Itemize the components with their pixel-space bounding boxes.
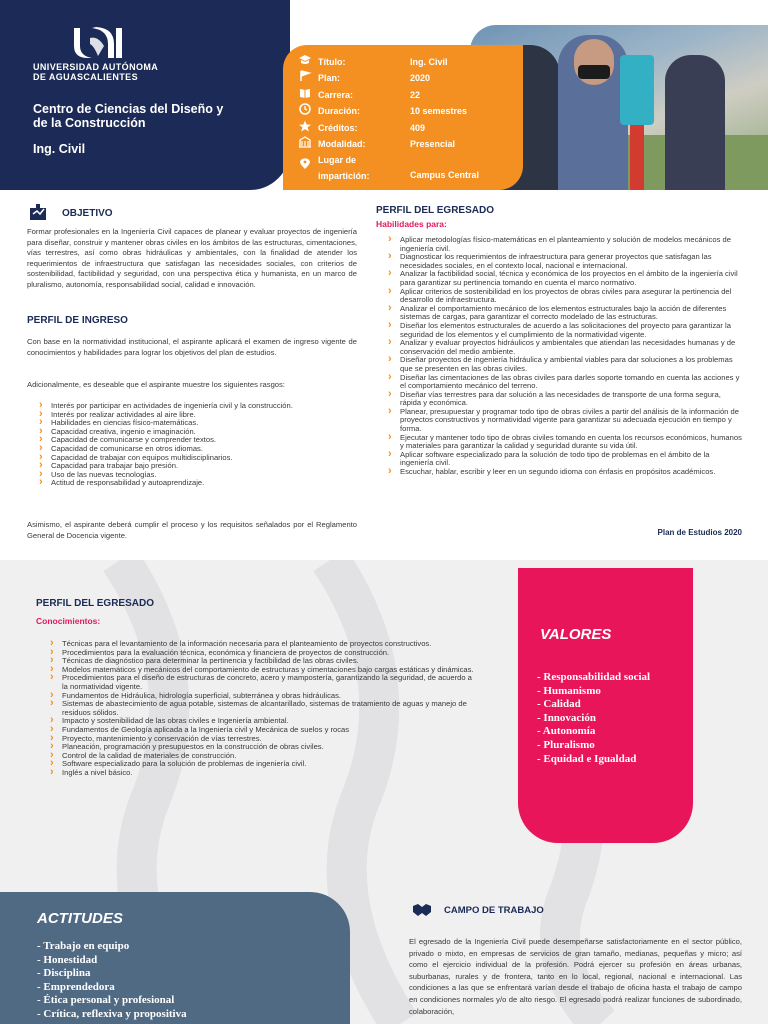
ingreso-text1: Con base en la normatividad institucional, el aspirante aplicará el examen de ingreso vigente de conocimientos y habilidades para lograr los objetivos del plan de estudios.: [27, 337, 357, 357]
list-item: › Procedimientos para el diseño de estructuras de concreto, acero y mampostería, garantizando la seguridad, de acuerdo a la normatividad vigente.: [48, 674, 478, 691]
university-name-line1: UNIVERSIDAD AUTÓNOMA: [33, 62, 159, 72]
ingreso-text3: Asimismo, el aspirante deberá cumplir el proceso y los requisitos señalados por el Reglamento General de Docencia vigente.: [27, 520, 357, 540]
list-item: › Capacidad de trabajar con equipos multidisciplinarios.: [37, 454, 357, 463]
egresado-conocimientos-title: PERFIL DEL EGRESADO: [36, 598, 154, 609]
list-item: › Diseñar vías terrestres para dar solución a las necesidades de transporte de una forma segura, rápida y económica.: [386, 391, 742, 408]
list-item: › Inglés a nivel básico.: [48, 769, 478, 778]
habilidades-list: [386, 236, 742, 477]
photo-surveying-instrument: [620, 55, 654, 125]
career-title: Ing. Civil: [33, 142, 86, 156]
info-label: Modalidad:: [318, 139, 366, 149]
campo-text: El egresado de la Ingeniería Civil puede desempeñarse satisfactoriamente en el sector público, privado o mixto, en empresas de servicios de gran tamaño, medianas, pequeñas y micro; así como el ejercicio individual de la profesión. Podrá ejercer su profesión en áreas urbanas, suburbanas, rurales y de frontera, tanto en lo local, regional, nacional e internacional. Las condiciones a las que se enfrentará varían desde el trabajo de oficina hasta el trabajo de campo en condiciones normales y/o de alto riesgo. El egresado podrá realizar funciones de subordinado, colaboración,: [409, 937, 742, 1016]
list-item: › Habilidades en ciencias físico-matemáticas.: [37, 419, 357, 428]
list-item: › Ejecutar y mantener todo tipo de obras civiles tomando en cuenta los recursos económicos, humanos y materiales para garantizar la calidad y seguridad durante su vida útil.: [386, 434, 742, 451]
clock-icon: [298, 103, 312, 115]
list-item: › Software especializado para la solución de problemas de ingeniería civil.: [48, 760, 478, 769]
list-item: › Diseñar proyectos de ingeniería hidráulica y ambiental viables para dar soluciones a los problemas que se presenten en las obras civiles.: [386, 356, 742, 373]
info-label: Carrera:: [318, 90, 354, 100]
campo-title: CAMPO DE TRABAJO: [444, 905, 544, 916]
actitudes-title: ACTITUDES: [37, 910, 123, 927]
list-item: › Uso de las nuevas tecnologías.: [37, 471, 357, 480]
list-item: › Diagnosticar los requerimientos de infraestructura para generar proyectos que satisfagan las necesidades sociales, en el contexto local, nacional e internacional.: [386, 253, 742, 270]
list-item: › Aplicar criterios de sostenibilidad en los proyectos de obras civiles para asegurar la pertinencia del desarrollo de infraestructura.: [386, 288, 742, 305]
list-item: › Impacto y sostenibilidad de las obras civiles e Ingeniería ambiental.: [48, 717, 478, 726]
info-label: Duración:: [318, 106, 361, 116]
photo-mask: [578, 65, 610, 79]
ingreso-title: PERFIL DE INGRESO: [27, 315, 128, 326]
list-item: - Emprendedora: [37, 980, 115, 993]
handshake-icon: [412, 902, 432, 918]
list-item: › Capacidad creativa, ingenio e imaginación.: [37, 428, 357, 437]
list-item: - Autonomía: [537, 725, 596, 738]
header-navy-panel: [0, 0, 290, 190]
list-item: › Capacidad de comunicarse y comprender textos.: [37, 436, 357, 445]
list-item: - Responsabilidad social: [537, 671, 651, 683]
list-item: › Fundamentos de Geología aplicada a la Ingeniería civil y Mecánica de suelos y rocas: [48, 726, 478, 735]
photo-tripod: [630, 125, 644, 190]
list-item: - Honestidad: [37, 953, 98, 966]
list-item: › Analizar la factibilidad social, técnica y económica de los proyectos en el ámbito de la ingeniería civil para garantizar su pertinencia tomando en cuenta el marco normativo.: [386, 270, 742, 287]
valores-title: VALORES: [540, 626, 612, 643]
list-item: › Escuchar, hablar, escribir y leer en un segundo idioma con énfasis en propósitos académicos.: [386, 468, 742, 477]
egresado-habilidades-title: PERFIL DEL EGRESADO: [376, 205, 494, 216]
ingreso-list: [37, 402, 357, 488]
info-value: 409: [410, 123, 426, 133]
list-item: › Capacidad para trabajar bajo presión.: [37, 462, 357, 471]
info-label: Créditos:: [318, 123, 358, 133]
list-item: - Pluralismo: [537, 738, 595, 751]
list-item: › Fundamentos de Hidráulica, hidrología superficial, subterránea y obras hidráulicas.: [48, 692, 478, 701]
info-label: Título:: [318, 57, 346, 67]
list-item: › Aplicar software especializado para la solución de todo tipo de problemas en el ámbito de la ingeniería civil.: [386, 451, 742, 468]
list-item: › Aplicar metodologías físico-matemáticas en el planteamiento y solución de modelos mecánicos de ingeniería civil.: [386, 236, 742, 253]
list-item: › Capacidad de comunicarse en otros idiomas.: [37, 445, 357, 454]
center-title: Centro de Ciencias del Diseño y de la Construcción: [33, 102, 224, 130]
objetivo-title: OBJETIVO: [62, 208, 113, 219]
info-value: 2020: [410, 73, 431, 83]
list-item: - Crítica, reflexiva y propositiva: [37, 1007, 187, 1020]
star-icon: [298, 120, 312, 132]
flag-icon: [298, 70, 312, 82]
list-item: - Innovación: [537, 711, 596, 724]
list-item: - Trabajo en equipo: [37, 940, 130, 952]
info-value: Ing. Civil: [410, 57, 448, 67]
info-label: Lugar de impartición:: [318, 155, 370, 181]
habilidades-subtitle: Habilidades para:: [376, 219, 447, 229]
list-item: › Modelos matemáticos y mecánicos del comportamiento de estructuras y cimentaciones bajo cargas estáticas y dinámicas.: [48, 666, 478, 675]
university-logo-icon: [70, 26, 130, 60]
list-item: › Control de la calidad de materiales de construcción.: [48, 752, 478, 761]
list-item: - Equidad e Igualdad: [537, 752, 637, 765]
list-item: › Analizar y evaluar proyectos hidráulicos y ambientales que atiendan las necesidades humanas y de conservación del medio ambiente.: [386, 339, 742, 356]
list-item: - Calidad: [537, 698, 581, 711]
info-value: Campus Central: [410, 170, 480, 180]
info-value: Presencial: [410, 139, 456, 149]
info-row-plan: [298, 70, 488, 88]
list-item: - Humanismo: [537, 684, 601, 697]
graduation-cap-icon: [298, 54, 312, 66]
conocimientos-list: [48, 640, 478, 778]
list-item: › Actitud de responsabilidad y autoaprendizaje.: [37, 479, 357, 488]
book-icon: [298, 87, 312, 99]
plan-footer: Plan de Estudios 2020: [657, 528, 742, 537]
ingreso-text2: Adicionalmente, es deseable que el aspirante muestre los siguientes rasgos:: [27, 380, 285, 389]
info-row-lugar: [298, 152, 488, 182]
list-item: › Sistemas de abastecimiento de agua potable, sistemas de alcantarillado, sistemas de tratamiento de aguas y manejo de residuos sólidos.: [48, 700, 478, 717]
conocimientos-subtitle: Conocimientos:: [36, 616, 101, 626]
list-item: › Técnicas para el levantamiento de la información necesaria para el planteamiento de proyectos constructivos.: [48, 640, 478, 649]
list-item: › Interés por participar en actividades de ingeniería civil y la construcción.: [37, 402, 357, 411]
list-item: › Diseñar las cimentaciones de las obras civiles para darles soporte tomando en cuenta las acciones y el comportamiento mecánico del terreno.: [386, 374, 742, 391]
list-item: › Proyecto, mantenimiento y conservación de vías terrestres.: [48, 735, 478, 744]
list-item: - Disciplina: [37, 967, 91, 980]
valores-list: [537, 671, 687, 766]
objective-icon: [28, 202, 48, 222]
info-value: 22: [410, 90, 421, 100]
building-icon: [298, 136, 312, 148]
list-item: › Planeación, programación y presupuestos en la construcción de obras civiles.: [48, 743, 478, 752]
list-item: › Diseñar los elementos estructurales de acuerdo a las solicitaciones del proyecto para garantizar la seguridad de los elementos y el cumplimiento de la normatividad vigente.: [386, 322, 742, 339]
info-label: Plan:: [318, 73, 341, 83]
list-item: › Interés por realizar actividades al aire libre.: [37, 411, 357, 420]
info-row-duracion: [298, 103, 488, 121]
location-pin-icon: [298, 158, 312, 170]
actitudes-list: [37, 940, 337, 1022]
list-item: › Técnicas de diagnóstico para determinar la pertinencia y factibilidad de las obras civiles.: [48, 657, 478, 666]
list-item: - Ética personal y profesional: [37, 994, 175, 1007]
objetivo-text: Formar profesionales en la Ingeniería Civil capaces de planear y evaluar proyectos de ingeniería para diseñar, construir y mantener obras civiles en los ámbitos de las estructuras, cimentaciones, vías terrestres, así como obras hidráulicas y ambientales, con la finalidad de atender los requerimientos de infraestructura que satisfagan las necesidades sociales, con criterios de sostenibilidad, factibilidad y seguridad, con una perspectiva ética y humanista, en un marco de pluralismo, autonomía, responsabilidad social, calidad e innovación.: [27, 227, 357, 289]
university-name: [33, 62, 173, 82]
list-item: › Analizar el comportamiento mecánico de los elementos estructurales bajo la acción de diferentes sistemas de cargas, para garantizar el correcto modelado de las estructuras.: [386, 305, 742, 322]
info-value: 10 semestres: [410, 106, 468, 116]
university-name-line2: DE AGUASCALIENTES: [33, 72, 138, 82]
list-item: › Procedimientos para la evaluación técnica, económica y financiera de proyectos de construcción.: [48, 649, 478, 658]
photo-person-right: [665, 55, 725, 190]
list-item: › Planear, presupuestar y programar todo tipo de obras civiles a partir del análisis de la información de proyectos constructivos y normatividad vigente para garantizar su adecuada ejecución en tiempo y forma.: [386, 408, 742, 434]
